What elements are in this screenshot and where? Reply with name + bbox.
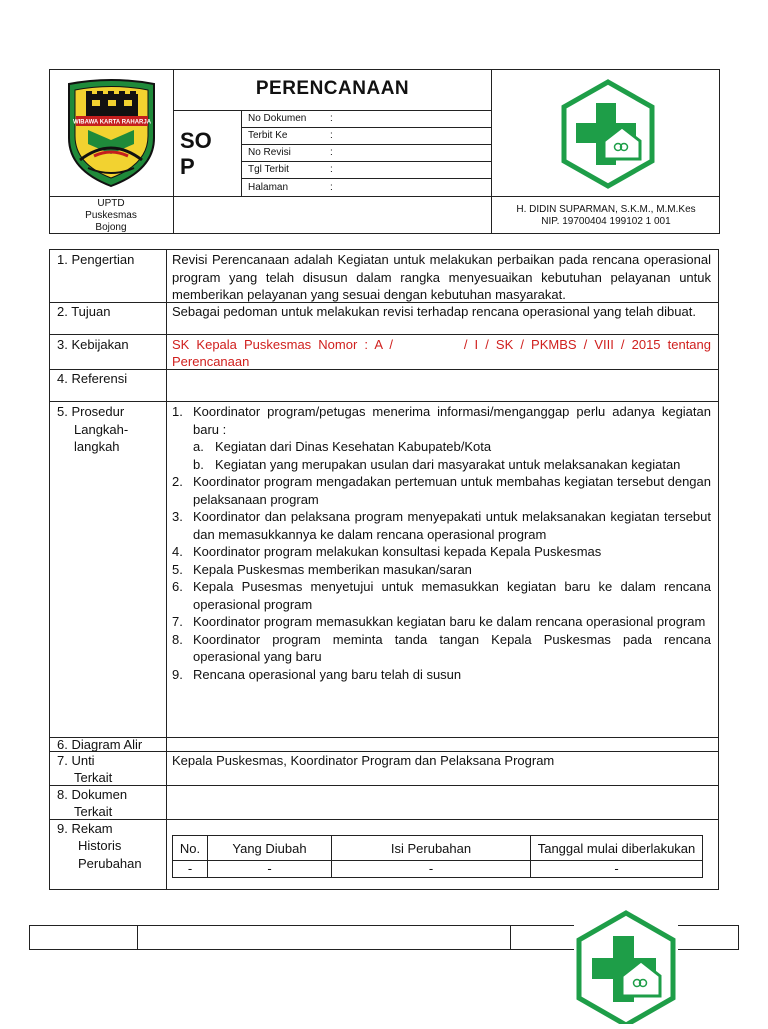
step-number: a.: [193, 439, 204, 454]
regional-emblem: [64, 78, 159, 188]
procedure-substep: [193, 456, 711, 474]
step-text: Koordinator program memasukkan kegiatan baru ke dalam rencana operasional program: [193, 614, 706, 629]
table-header-cell: No.: [173, 836, 208, 861]
row-divider: [49, 737, 719, 738]
policy-text-line: Perencanaan: [172, 354, 250, 369]
step-text: Koordinator program/petugas menerima informasi/menganggap perlu adanya kegiatan baru :: [193, 404, 711, 437]
info-label: Halaman: [248, 182, 289, 193]
procedure-step: [172, 543, 711, 561]
section-label-prosedur: 5. Prosedur: [57, 404, 125, 419]
step-number: 2.: [172, 474, 183, 489]
info-label: Terbit Ke: [248, 130, 288, 141]
procedure-step: [172, 613, 711, 631]
info-sep: :: [330, 130, 333, 141]
section-label-unit: 7. Unti: [57, 753, 95, 768]
row-divider: [49, 785, 719, 786]
section-label-tujuan: 2. Tujuan: [57, 304, 111, 319]
signer-nip: NIP. 19700404 199102 1 001: [541, 216, 671, 227]
section-label-rekam: Perubahan: [78, 856, 142, 871]
step-text: Kepala Pusesmas menyetujui untuk memasukkan kegiatan baru ke dalam rencana operasional program: [193, 579, 711, 612]
procedure-step: [172, 631, 711, 666]
procedure-step: [172, 578, 711, 613]
table-header-cell: Isi Perubahan: [332, 836, 531, 861]
procedure-substep: [193, 438, 711, 456]
step-text: Kegiatan yang merupakan usulan dari masyarakat untuk melaksanakan kegiatan: [215, 456, 681, 472]
section-label-kebijakan: 3. Kebijakan: [57, 337, 129, 352]
info-row: [242, 144, 491, 162]
org-name-line: UPTD: [97, 198, 125, 209]
puskesmas-logo-next-page: [574, 910, 678, 1024]
info-label: No Dokumen: [248, 113, 307, 124]
section-text-pengertian: Revisi Perencanaan adalah Kegiatan untuk melakukan perbaikan pada rencana operasional program yang telah disusun dalam rangka menyesuaikan kebutuhan pelayanan untuk memberikan pelayanan yang sesuai dengan kebutuhan masyarakat.: [172, 252, 711, 302]
procedure-step: [172, 561, 711, 579]
emblem-banner-text: WIBAWA KARTA RAHARJA: [72, 119, 152, 126]
step-text: Kepala Puskesmas memberikan masukan/saran: [193, 561, 472, 577]
step-number: 7.: [172, 614, 183, 629]
info-sep: :: [330, 147, 333, 158]
procedure-step: [172, 473, 711, 508]
section-label-pengertian: 1. Pengertian: [57, 252, 135, 267]
row-divider: [49, 369, 719, 370]
info-row: [242, 161, 491, 179]
info-sep: :: [330, 164, 333, 175]
step-number: b.: [193, 456, 204, 472]
table-cell: -: [208, 861, 332, 878]
row-divider: [49, 334, 719, 335]
info-row: [242, 178, 491, 196]
info-row: [242, 110, 491, 128]
step-number: 5.: [172, 561, 183, 577]
step-text: Koordinator dan pelaksana program menyepakati untuk melaksanakan kegiatan tersebut dan memasukkannya ke dalam rencana operasional program: [193, 509, 711, 542]
policy-text-line: SK Kepala Puskesmas Nomor : A / / I / SK / PKMBS / VIII / 2015 tentang: [172, 337, 711, 352]
procedure-step: [172, 508, 711, 543]
info-row: [242, 127, 491, 145]
table-header-cell: Tanggal mulai diberlakukan: [531, 836, 703, 861]
procedure-step: [172, 666, 711, 684]
org-name-line: Bojong: [95, 222, 127, 233]
content-col-divider: [166, 249, 167, 890]
step-text: Koordinator program mengadakan pertemuan untuk membahas kegiatan tersebut dengan pelaksanaan program: [193, 474, 711, 507]
table-cell: -: [531, 861, 703, 878]
document-info-table: [242, 110, 491, 196]
section-label-unit: Terkait: [74, 770, 113, 785]
table-header-cell: Yang Diubah: [208, 836, 332, 861]
section-label-prosedur: Langkah-: [74, 422, 129, 437]
step-number: 9.: [172, 666, 183, 682]
row-divider: [49, 819, 719, 820]
sop-label: SO P: [180, 128, 212, 179]
info-sep: :: [330, 182, 333, 193]
section-label-dokumen: 8. Dokumen: [57, 787, 128, 802]
step-text: Kegiatan dari Dinas Kesehatan Kabupateb/Kota: [215, 439, 492, 454]
header-divider-bottom: [49, 196, 720, 197]
next-page-divider: [137, 925, 138, 950]
section-text-unit: Kepala Puskesmas, Koordinator Program dan Pelaksana Program: [172, 753, 555, 768]
section-label-rekam: Historis: [78, 838, 122, 853]
revision-history-table: [172, 835, 703, 878]
page-title: PERENCANAAN: [255, 78, 410, 99]
procedure-steps: [172, 403, 711, 683]
step-number: 4.: [172, 544, 183, 559]
step-number: 3.: [172, 509, 183, 524]
step-number: 6.: [172, 579, 183, 594]
info-label: No Revisi: [248, 147, 291, 158]
table-cell: -: [332, 861, 531, 878]
row-divider: [49, 401, 719, 402]
step-text: Rencana operasional yang baru telah di susun: [193, 666, 462, 682]
info-sep: :: [330, 113, 333, 124]
step-text: Koordinator program meminta tanda tangan Kepala Puskesmas pada rencana operasional yang baru: [193, 631, 711, 664]
section-label-referensi: 4. Referensi: [57, 371, 128, 386]
next-page-divider: [510, 925, 511, 950]
step-number: 8.: [172, 631, 183, 647]
procedure-step: [172, 403, 711, 438]
step-text: Koordinator program melakukan konsultasi kepada Kepala Puskesmas: [193, 544, 602, 559]
section-label-diagram: 6. Diagram Alir: [57, 737, 143, 752]
section-text-tujuan: Sebagai pedoman untuk melakukan revisi terhadap rencana operasional yang telah dibuat.: [172, 304, 696, 319]
signer-name: H. DIDIN SUPARMAN, S.K.M., M.M.Kes: [516, 204, 696, 215]
info-label: Tgl Terbit: [248, 164, 289, 175]
table-row: [173, 861, 703, 878]
section-label-dokumen: Terkait: [74, 804, 113, 819]
section-label-prosedur: langkah: [74, 439, 120, 454]
table-header-row: [173, 836, 703, 861]
section-label-rekam: 9. Rekam: [57, 821, 113, 836]
step-number: 1.: [172, 404, 183, 419]
table-cell: -: [173, 861, 208, 878]
puskesmas-logo: [560, 79, 656, 189]
org-name-line: Puskesmas: [85, 210, 137, 221]
